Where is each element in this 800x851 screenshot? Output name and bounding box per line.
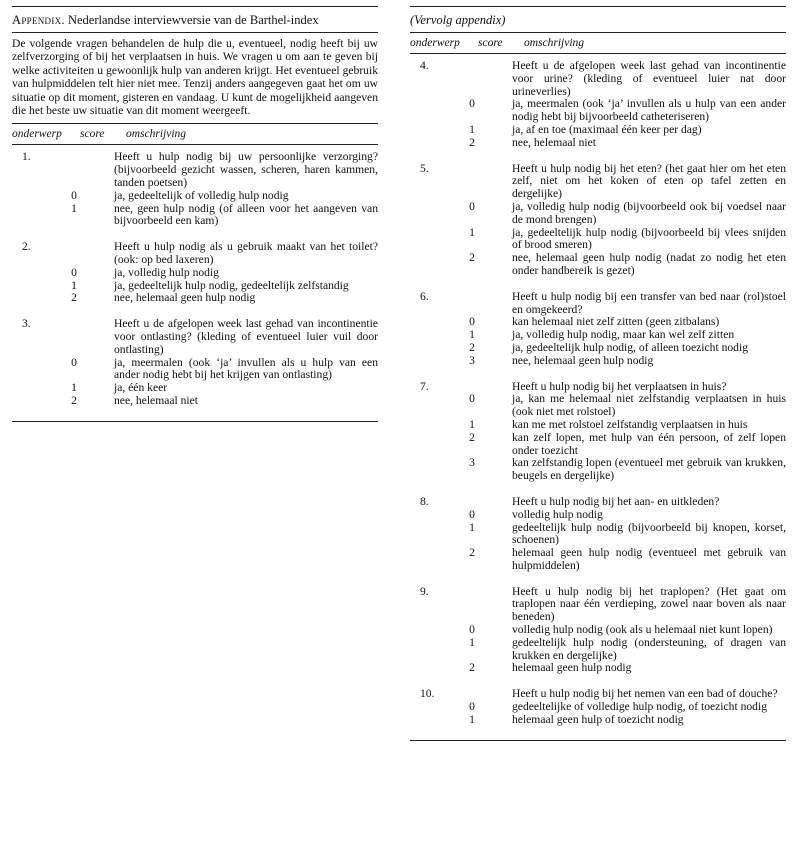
question-item [410, 496, 786, 573]
answer-option [469, 97, 786, 124]
item-body [469, 289, 786, 368]
answer-option [469, 661, 786, 675]
option-text: gedeeltelijke of volledige hulp nodig, of toezicht nodig [512, 700, 767, 714]
item-body [71, 240, 378, 305]
option-text: helemaal geen hulp of toezicht nodig [512, 712, 684, 726]
item-body [469, 494, 786, 573]
option-score: 1 [71, 278, 77, 292]
option-score: 0 [469, 97, 475, 111]
appendix-heading [12, 7, 378, 32]
option-text: ja, meermalen (ook ‘ja’ invullen als u hulp van een ander nodig hebt bij bijvoorbeeld catheteriseren) [512, 97, 786, 124]
item-body [469, 687, 786, 726]
option-score: 0 [469, 199, 475, 213]
option-score: 1 [469, 520, 475, 534]
option-text: ja, volledig hulp nodig, maar kan wel zelf zitten [512, 328, 735, 342]
option-score: 0 [469, 315, 475, 329]
item-question: Heeft u hulp nodig bij een transfer van bed naar (rol)stoel en omgekeerd? [512, 289, 786, 316]
item-question: Heeft u hulp nodig bij het eten? (het gaat hier om het eten zelf, niet om het koken of eten op tafel zetten en dergelijke) [512, 161, 786, 201]
option-text: nee, helemaal geen hulp nodig [114, 291, 256, 305]
option-text: ja, meermalen (ook ‘ja’ invullen als u hulp van een ander nodig hebt bij het krijgen van ontlasting) [114, 355, 378, 382]
question-item [12, 151, 378, 228]
item-number: 9. [420, 584, 429, 598]
answer-option [469, 251, 786, 278]
option-text: kan zelfstandig lopen (eventueel met gebruik van krukken, beugels en dergelijke) [512, 456, 786, 483]
item-question: Heeft u hulp nodig bij het aan- en uitkleden? [512, 494, 720, 508]
option-score: 1 [469, 635, 475, 649]
column-header-onderwerp: onderwerp [410, 37, 460, 49]
option-text: kan zelf lopen, met hulp van één persoon, of zelf lopen onder toezicht [512, 430, 786, 457]
item-body [469, 584, 786, 676]
option-text: ja, één keer [114, 381, 168, 395]
option-score: 1 [469, 122, 475, 136]
column-headers [12, 124, 378, 144]
option-text: helemaal geen hulp nodig (eventueel met gebruik van hulpmiddelen) [512, 546, 786, 572]
option-text: ja, af en toe (maximaal één keer per dag) [512, 122, 702, 136]
option-text: ja, volledig hulp nodig (bijvoorbeeld ook bij voedsel naar de mond brengen) [512, 199, 786, 226]
option-text: nee, helemaal geen hulp nodig [512, 353, 654, 367]
question-item [410, 586, 786, 676]
answer-option [71, 393, 378, 408]
answer-option [71, 265, 378, 280]
answer-option [469, 122, 786, 137]
item-question: Heeft u hulp nodig bij uw persoonlijke verzorging? (bijvoorbeeld gezicht wassen, scheren, haren kammen, tanden poetsen) [114, 150, 378, 190]
question-item [410, 381, 786, 483]
option-text: helemaal geen hulp nodig [512, 661, 632, 675]
answer-option [469, 135, 786, 150]
option-text: nee, helemaal niet [114, 393, 199, 407]
question-item [410, 688, 786, 726]
option-text: ja, kan me helemaal niet zelfstandig verplaatsen in huis (ook niet met rolstoel) [512, 392, 786, 419]
item-number: 5. [420, 161, 429, 175]
item-number: 6. [420, 289, 429, 303]
option-text: volledig hulp nodig (ook als u helemaal niet kunt lopen) [512, 623, 773, 637]
answer-option [469, 199, 786, 227]
option-score: 2 [469, 661, 475, 675]
option-score: 1 [469, 417, 475, 431]
answer-option [469, 417, 786, 432]
answer-option [469, 700, 786, 714]
item-body [71, 150, 378, 228]
option-score: 0 [469, 623, 475, 637]
option-score: 2 [469, 546, 475, 560]
option-score: 1 [469, 225, 475, 239]
item-list [410, 54, 786, 727]
question-item [410, 60, 786, 150]
option-score: 0 [71, 355, 77, 369]
answer-option [71, 355, 378, 383]
option-score: 1 [71, 201, 77, 215]
item-body [71, 317, 378, 408]
column-header-score: score [478, 37, 503, 49]
item-question: Heeft u hulp nodig bij het traplopen? (Het gaat om traplopen naar één verdieping, zowel naar boven als naar beneden) [512, 584, 786, 624]
option-score: 0 [71, 265, 77, 279]
option-score: 3 [469, 353, 475, 367]
left-column [12, 6, 378, 422]
answer-option [469, 507, 786, 522]
option-score: 1 [469, 328, 475, 342]
answer-option [469, 430, 786, 458]
answer-option [469, 520, 786, 548]
option-score: 2 [469, 340, 475, 354]
answer-option [71, 201, 378, 229]
answer-option [469, 456, 786, 483]
option-score: 2 [469, 135, 475, 149]
option-score: 0 [71, 188, 77, 202]
item-number: 1. [22, 150, 31, 164]
option-score: 0 [469, 507, 475, 521]
answer-option [469, 623, 786, 637]
appendix-label: Appendix. [12, 13, 65, 27]
column-header-score: score [80, 128, 105, 141]
option-text: volledig hulp nodig [512, 507, 603, 521]
option-text: ja, gedeeltelijk hulp nodig, of alleen toezicht nodig [512, 340, 748, 354]
option-text: kan helemaal niet zelf zitten (geen zitbalans) [512, 315, 720, 329]
option-score: 2 [71, 291, 77, 305]
option-score: 2 [71, 393, 77, 407]
option-text: gedeeltelijk hulp nodig (ondersteuning, of dragen van krukken en dergelijke) [512, 635, 786, 662]
option-score: 0 [469, 700, 475, 714]
item-number: 3. [22, 317, 31, 331]
intro-paragraph: De volgende vragen behandelen de hulp die u, eventueel, nodig heeft bij uw zelfverzorging of bij het verplaatsen in huis. We vragen u om aan te geven bij welke activiteiten u gewoonlijk hulp van anderen krijgt. Het eventueel gebruik van hulpmiddelen telt hier niet mee. Tenzij anders aangegeven gaat het om uw situatie op dit moment, gisteren en vandaag. U kunt de mogelijkheid aangeven die het beste uw situatie van dit moment weergeeft. [12, 37, 378, 118]
item-question: Heeft u de afgelopen week last gehad van incontinentie voor ontlasting? (kleding of eventueel luier vuil door ontlasting) [114, 317, 378, 356]
continuation-heading: (Vervolg appendix) [410, 13, 506, 27]
bottom-rule [12, 421, 378, 422]
option-text: ja, volledig hulp nodig [114, 265, 219, 279]
column-header-omschrijving: omschrijving [524, 37, 585, 49]
option-text: ja, gedeeltelijk hulp nodig, gedeeltelijk zelfstandig [114, 278, 349, 292]
question-item [12, 241, 378, 305]
option-text: kan me met rolstoel zelfstandig verplaatsen in huis [512, 417, 748, 431]
option-text: nee, geen hulp nodig (of alleen voor het aangeven van bijvoorbeeld een kam) [114, 201, 378, 228]
column-header-omschrijving: omschrijving [126, 128, 187, 141]
item-number: 2. [22, 240, 31, 254]
item-number: 8. [420, 494, 429, 508]
answer-option [71, 291, 378, 305]
answer-option [71, 188, 378, 203]
item-number: 10. [420, 687, 435, 701]
item-body [469, 161, 786, 278]
item-number: 4. [420, 59, 429, 72]
answer-option [469, 392, 786, 419]
answer-option [469, 225, 786, 253]
answer-option [469, 546, 786, 573]
answer-option [469, 712, 786, 727]
option-score: 2 [469, 430, 475, 444]
item-question: Heeft u hulp nodig bij het verplaatsen in huis? [512, 379, 727, 393]
question-item [12, 318, 378, 408]
item-question: Heeft u hulp nodig als u gebruik maakt van het toilet? (ook: op bed laxeren) [114, 240, 378, 267]
option-text: nee, helemaal niet [512, 135, 597, 149]
option-text: ja, gedeeltelijk of volledig hulp nodig [114, 188, 289, 202]
option-score: 0 [469, 392, 475, 406]
question-item [410, 291, 786, 368]
item-body [469, 379, 786, 483]
option-text: ja, gedeeltelijk hulp nodig (bijvoorbeeld bij vlees snijden of brood smeren) [512, 225, 786, 252]
item-question: Heeft u de afgelopen week last gehad van incontinentie voor urine? (kleding of eventueel luier nat door urineverlies) [512, 59, 786, 98]
item-list [12, 145, 378, 407]
heading-rule [12, 32, 378, 33]
question-item [410, 163, 786, 278]
item-body [469, 59, 786, 150]
option-text: nee, helemaal geen hulp nodig (nadat zo nodig het eten onder handbereik is gezet) [512, 251, 786, 277]
option-text: gedeeltelijk hulp nodig (bijvoorbeeld bij knopen, korset, schoenen) [512, 520, 786, 547]
answer-option [469, 635, 786, 663]
bottom-rule [410, 740, 786, 741]
right-column [410, 6, 786, 741]
item-number: 7. [420, 379, 429, 393]
option-score: 1 [71, 381, 77, 395]
column-headers [410, 33, 786, 53]
option-score: 2 [469, 251, 475, 265]
answer-option [469, 353, 786, 368]
option-score: 1 [469, 712, 475, 726]
column-header-onderwerp: onderwerp [12, 128, 62, 141]
item-question: Heeft u hulp nodig bij het nemen van een bad of douche? [512, 687, 778, 701]
appendix-title: Nederlandse interviewversie van de Barthel-index [67, 13, 319, 27]
option-score: 3 [469, 456, 475, 470]
answer-option [469, 340, 786, 355]
